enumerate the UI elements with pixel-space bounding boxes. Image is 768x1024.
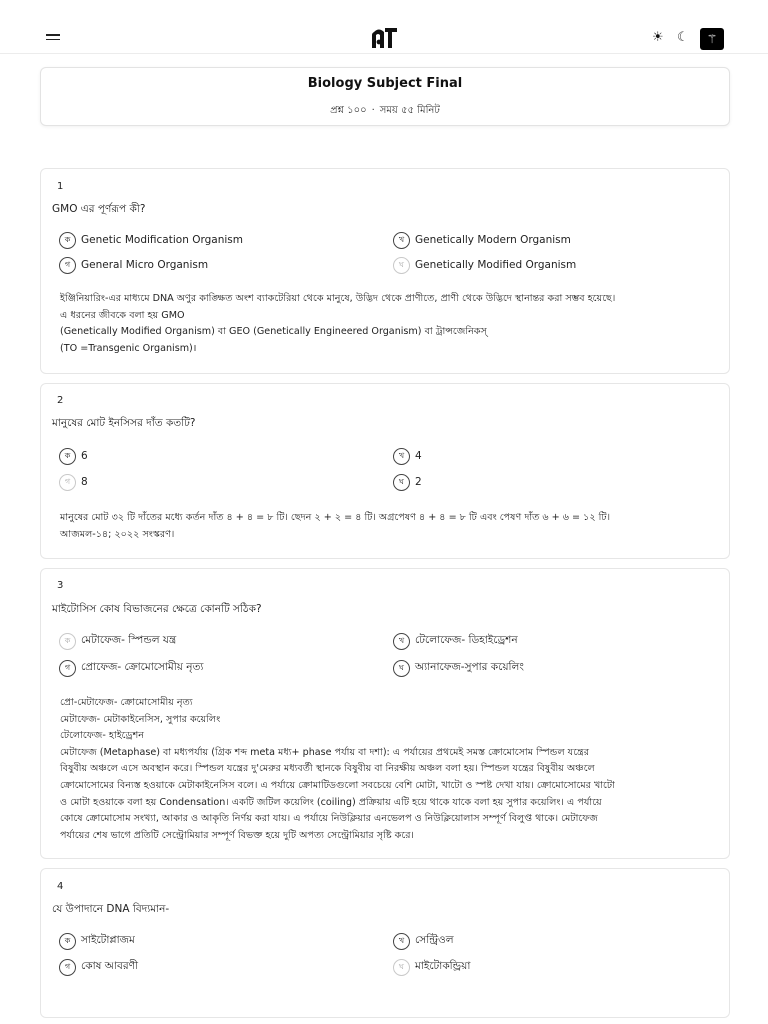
explanation-line: মেটাফেজ- মেটাকাইনেসিস, সুপার কয়েলিং xyxy=(60,713,221,725)
option-d[interactable] xyxy=(393,958,470,976)
option-letter: গ xyxy=(59,474,76,491)
question-card xyxy=(40,568,730,859)
option-letter: ঘ xyxy=(393,257,410,274)
explanation xyxy=(60,695,715,844)
option-c[interactable] xyxy=(59,256,208,274)
logo[interactable] xyxy=(371,26,398,50)
app-icon[interactable]: ⚚ xyxy=(700,28,724,50)
option-label: 6 xyxy=(81,450,88,462)
explanation-line: (Genetically Modified Organism) বা GEO (Genetically Engineered Organism) বা ট্রান্সজেনিকস্ xyxy=(60,326,487,338)
explanation-line: (TO =Transgenic Organism)। xyxy=(60,342,197,354)
question-count: প্রশ্ন ১০০ xyxy=(330,105,367,116)
option-label: সেন্ট্রিওল xyxy=(415,933,454,946)
option-letter: গ xyxy=(59,959,76,976)
option-a[interactable] xyxy=(59,932,135,950)
option-d[interactable] xyxy=(393,256,576,274)
top-bar xyxy=(0,0,768,54)
option-label: অ্যানাফেজ-সুপার কয়েলিং xyxy=(415,660,524,673)
option-letter: খ xyxy=(393,448,410,465)
option-letter: ঘ xyxy=(393,474,410,491)
option-b[interactable] xyxy=(393,632,518,650)
hamburger-menu-icon[interactable] xyxy=(46,34,60,44)
question-card xyxy=(40,868,730,1018)
exam-header-card xyxy=(40,67,730,126)
option-letter: ক xyxy=(59,232,76,249)
option-label: কোষ আবরণী xyxy=(81,959,138,972)
explanation-line: পর্যায়ের শেষ ভাগে প্রতিটি সেন্ট্রোমিয়ার সম্পূর্ণ বিভক্ত হয়ে দুটি অপত্য সেন্ট্রোমিয়ার সৃষ্টি করে। xyxy=(60,829,414,841)
question-text: মানুষের মোট ইনসিসর দাঁত কতটি? xyxy=(52,417,196,429)
option-letter: ক xyxy=(59,933,76,950)
option-label: Genetically Modern Organism xyxy=(415,234,571,246)
explanation-line: বিষুবীয় অঞ্চলে এসে অবস্থান করে। স্পিন্ডল যন্ত্রের দু'মেরুর মধ্যবর্তী স্থানকে বিষুবীয় বা নিরক্ষীয় অঞ্চল বলা হয়। স্পিন্ডল যন্ত্রের বিষুবীয় অঞ্চলে xyxy=(60,763,595,775)
option-label: সাইটোপ্লাজম xyxy=(81,933,135,946)
option-letter: খ xyxy=(393,633,410,650)
option-label: Genetically Modified Organism xyxy=(415,259,577,271)
question-text: GMO এর পূর্ণরূপ কী? xyxy=(52,203,146,215)
option-letter: ঘ xyxy=(393,959,410,976)
question-text: মাইটোসিস কোষ বিভাজনের ক্ষেত্রে কোনটি সঠিক? xyxy=(52,603,262,615)
question-number: 4 xyxy=(57,881,64,892)
option-label: Genetic Modification Organism xyxy=(81,234,243,246)
option-label: 2 xyxy=(415,476,422,488)
explanation xyxy=(60,291,715,357)
option-b[interactable] xyxy=(393,932,454,950)
option-label: টেলোফেজ- ডিহাইড্রেশন xyxy=(415,633,518,646)
option-letter: খ xyxy=(393,232,410,249)
meta-separator: · xyxy=(371,105,375,116)
option-d[interactable] xyxy=(393,659,524,677)
explanation-line: আজমল-১৪; ২০২২ সংস্করণ। xyxy=(60,528,175,540)
option-label: General Micro Organism xyxy=(81,259,209,271)
option-label: 4 xyxy=(415,450,422,462)
explanation-line: টেলোফেজ- হাইড্রেশন xyxy=(60,730,144,742)
question-card xyxy=(40,383,730,559)
option-c[interactable] xyxy=(59,473,88,491)
option-a[interactable] xyxy=(59,632,176,650)
exam-title: Biology Subject Final xyxy=(307,76,463,91)
option-letter: গ xyxy=(59,660,76,677)
explanation-line: মেটাফেজ (Metaphase) বা মধ্যপর্যায় (গ্রিক শব্দ meta মধ্য+ phase পর্যায় বা দশা): এ পর্যায়ের প্রথমেই সমস্ত ক্রোমোসোম স্পিন্ডল যন্ত্রের xyxy=(60,746,589,758)
option-label: মাইটোকন্ড্রিয়া xyxy=(415,959,471,972)
explanation xyxy=(60,510,715,543)
option-c[interactable] xyxy=(59,958,138,976)
question-card xyxy=(40,168,730,374)
time-limit: সময় ৫৫ মিনিট xyxy=(379,105,440,116)
option-c[interactable] xyxy=(59,659,203,677)
explanation-line: ইঞ্জিনিয়ারিং-এর মাধ্যমে DNA অণুর কাঙ্ক্ষিত অংশ ব্যাকটেরিয়া থেকে মানুষে, উদ্ভিদ থেকে প্রাণীতে, প্রাণী থেকে উদ্ভিদে স্থানান্তর করা সম্ভব হয়েছে। xyxy=(60,293,616,304)
question-number: 2 xyxy=(57,395,64,406)
option-label: মেটাফেজ- স্পিন্ডল যন্ত্র xyxy=(81,633,177,646)
option-letter: গ xyxy=(59,257,76,274)
explanation-line: ও মোটা হওয়াকে বলা হয় Condensation। একটি জটিল কয়েলিং (coiling) প্রক্রিয়ায় এটি হয়ে থাকে যাকে বলা হয় সুপার কয়েলিং। এ পর্যায়ে xyxy=(60,796,602,808)
explanation-line: মানুষের মোট ৩২ টি দাঁতের মধ্যে কর্তন দাঁত ৪ + ৪ = ৮ টি। ছেদন ২ + ২ = ৪ টি। অগ্রপেষণ ৪ + ৪ = ৮ টি এবং পেষণ দাঁত ৬ + ৬ = ১২ টি। xyxy=(60,512,611,523)
exam-meta xyxy=(41,103,729,120)
explanation-line: কোষে ক্রোমোসোম সংখ্যা, আকার ও আকৃতি নির্ণয় করা যায়। এ পর্যায়ে নিউক্লিয়ার এনভেলপ ও নিউক্লিয়োলাস সম্পূর্ণ বিলুপ্ত থাকে। মেটাফেজ xyxy=(60,813,598,825)
option-letter: ক xyxy=(59,633,76,650)
option-d[interactable] xyxy=(393,473,422,491)
option-letter: খ xyxy=(393,933,410,950)
question-text: যে উপাদানে DNA বিদ্যমান- xyxy=(52,903,170,915)
option-a[interactable] xyxy=(59,447,88,465)
option-b[interactable] xyxy=(393,447,422,465)
option-letter: ক xyxy=(59,448,76,465)
option-a[interactable] xyxy=(59,231,243,249)
moon-icon[interactable]: ☾ xyxy=(677,30,689,45)
explanation-line: প্রো-মেটাফেজ- ক্রোমোসোমীয় নৃত্য xyxy=(60,697,193,708)
explanation-line: এ ধরনের জীবকে বলা হয় GMO xyxy=(60,309,185,321)
option-letter: ঘ xyxy=(393,660,410,677)
option-label: প্রোফেজ- ক্রোমোসোমীয় নৃত্য xyxy=(81,660,204,673)
explanation-line: ক্রোমোসোমের বিন্যস্ত হওয়াকে মেটাকাইনেসিস বলে। এ পর্যায়ে ক্রোমাটিডগুলো সবচেয়ে বেশি মোটা, খাটো ও স্পষ্ট দেখা যায়। ক্রোমোসোমের খাটো xyxy=(60,779,615,791)
question-number: 3 xyxy=(57,580,64,591)
option-label: 8 xyxy=(81,476,88,488)
option-b[interactable] xyxy=(393,231,571,249)
sun-icon[interactable]: ☀ xyxy=(652,30,664,45)
question-number: 1 xyxy=(57,181,64,192)
